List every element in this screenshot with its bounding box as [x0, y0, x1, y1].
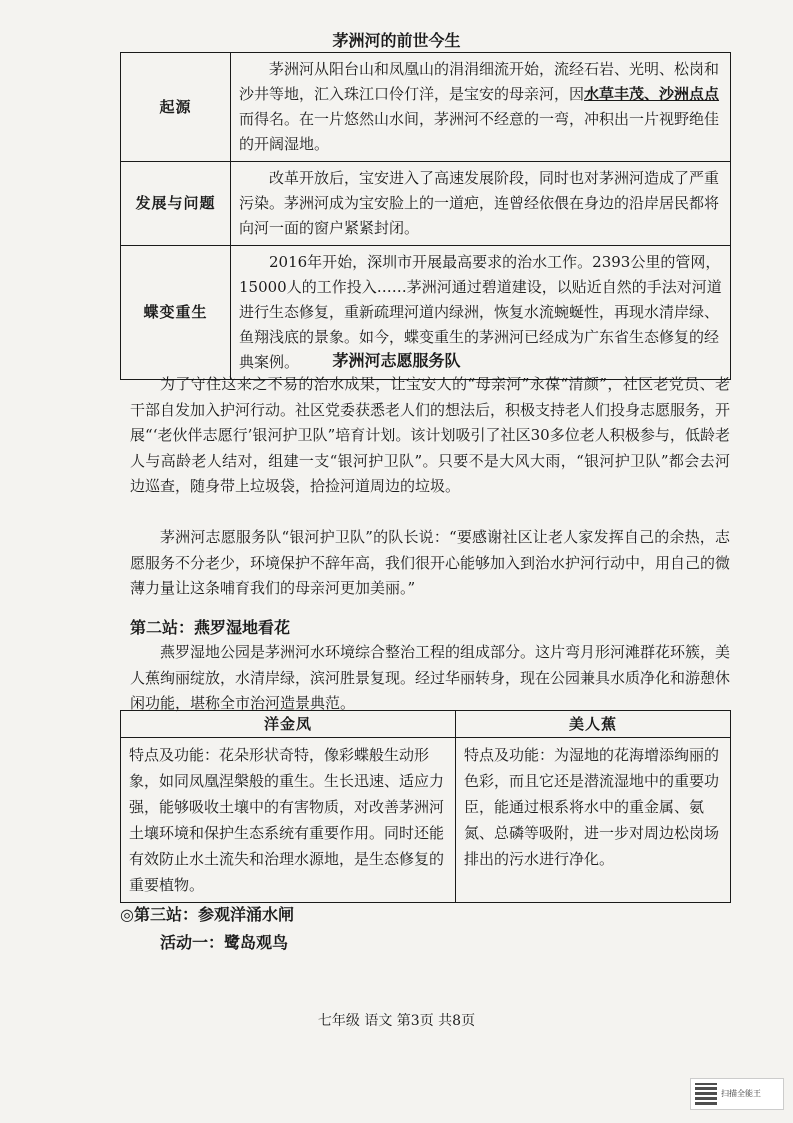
- flower-table: [120, 710, 731, 903]
- qr-code-icon: [695, 1083, 717, 1105]
- paragraph-captain-quote: 茅洲河志愿服务队“银河护卫队”的队长说：“要感谢社区让老人家发挥自己的余热，志愿服务不分老少，环境保护不辞年高，我们很开心能够加入到治水护河行动中，用自己的微薄力量让这条哺育我们的母亲河更加美丽。”: [130, 528, 731, 597]
- section-title-history: 茅洲河的前世今生: [332, 31, 461, 50]
- header-golden-phoenix: 洋金凤: [121, 711, 456, 738]
- station3-title: ◎第三站：参观洋涌水闸: [120, 905, 294, 924]
- cell-golden-phoenix: 特点及功能：花朵形状奇特，像彩蝶般生动形象，如同凤凰涅槃般的重生。生长迅速、适应力强，能够吸收土壤中的有害物质，对改善茅洲河土壤环境和保护生态系统有重要作用。同时还能有效防止水土流失和治理水源地，是生态修复的重要植物。: [121, 738, 456, 903]
- cell-canna: 特点及功能：为湿地的花海增添绚丽的色彩，而且它还是潜流湿地中的重要功臣，能通过根系将水中的重金属、氨氮、总磷等吸附，进一步对周边松岗场排出的污水进行净化。: [456, 738, 731, 903]
- row-text-rebirth: 2016年开始，深圳市开展最高要求的治水工作。2393公里的管网，15000人的工作投入……茅洲河通过碧道建设，以贴近自然的手法对河道进行生态修复，重新疏理河道内绿洲，恢复水流蜿蜒性，再现水清岸绿、鱼翔浅底的景象。如今，蝶变重生的茅洲河已经成为广东省生态修复的经典案例。: [231, 246, 731, 380]
- table-row: [121, 162, 731, 246]
- station2-title: 第二站：燕罗湿地看花: [130, 618, 291, 637]
- section-title-volunteers: 茅洲河志愿服务队: [332, 351, 461, 370]
- page-footer: 七年级 语文 第3页 共8页: [317, 1013, 476, 1029]
- watermark-label: 扫描全能王: [721, 1089, 761, 1098]
- table-row: [121, 711, 731, 738]
- table-row: [121, 53, 731, 162]
- paragraph-wetland: 燕罗湿地公园是茅洲河水环境综合整治工程的组成部分。这片弯月形河滩群花环簇，美人蕉绚丽绽放，水清岸绿，滨河胜景复现。经过华丽转身，现在公园兼具水质净化和游憩休闲功能，堪称全市治河造景典范。: [130, 643, 731, 712]
- activity1-title: 活动一：鹭岛观鸟: [160, 933, 289, 952]
- row-label-development: 发展与问题: [121, 162, 231, 246]
- row-label-rebirth: 蝶变重生: [121, 246, 231, 380]
- scanner-watermark: [690, 1078, 784, 1110]
- row-label-origin: 起源: [121, 53, 231, 162]
- history-table: [120, 52, 731, 380]
- row-text-origin: 茅洲河从阳台山和凤凰山的涓涓细流开始，流经石岩、光明、松岗和沙井等地，汇入珠江口伶仃洋，是宝安的母亲河，因水草丰茂、沙洲点点而得名。在一片悠然山水间，茅洲河不经意的一弯，冲积出一片视野绝佳的开阔湿地。: [231, 53, 731, 162]
- underlined-phrase: 水草丰茂、沙洲点点: [584, 85, 720, 103]
- table-row: [121, 738, 731, 903]
- paragraph-volunteers: 为了守住这来之不易的治水成果，让宝安人的“母亲河”永葆“清颜”，社区老党员、老干部自发加入护河行动。社区党委获悉老人们的想法后，积极支持老人们投身志愿服务，开展“‘老伙伴志愿行’银河护卫队”培育计划。该计划吸引了社区30多位老人积极参与，低龄老人与高龄老人结对，组建一支“银河护卫队”。只要不是大风大雨，“银河护卫队”都会去河边巡查，随身带上垃圾袋，拾捡河道周边的垃圾。: [130, 375, 731, 495]
- row-text-development: 改革开放后，宝安进入了高速发展阶段，同时也对茅洲河造成了严重污染。茅洲河成为宝安脸上的一道疤，连曾经依偎在身边的沿岸居民都将向河一面的窗户紧紧封闭。: [231, 162, 731, 246]
- header-canna: 美人蕉: [456, 711, 731, 738]
